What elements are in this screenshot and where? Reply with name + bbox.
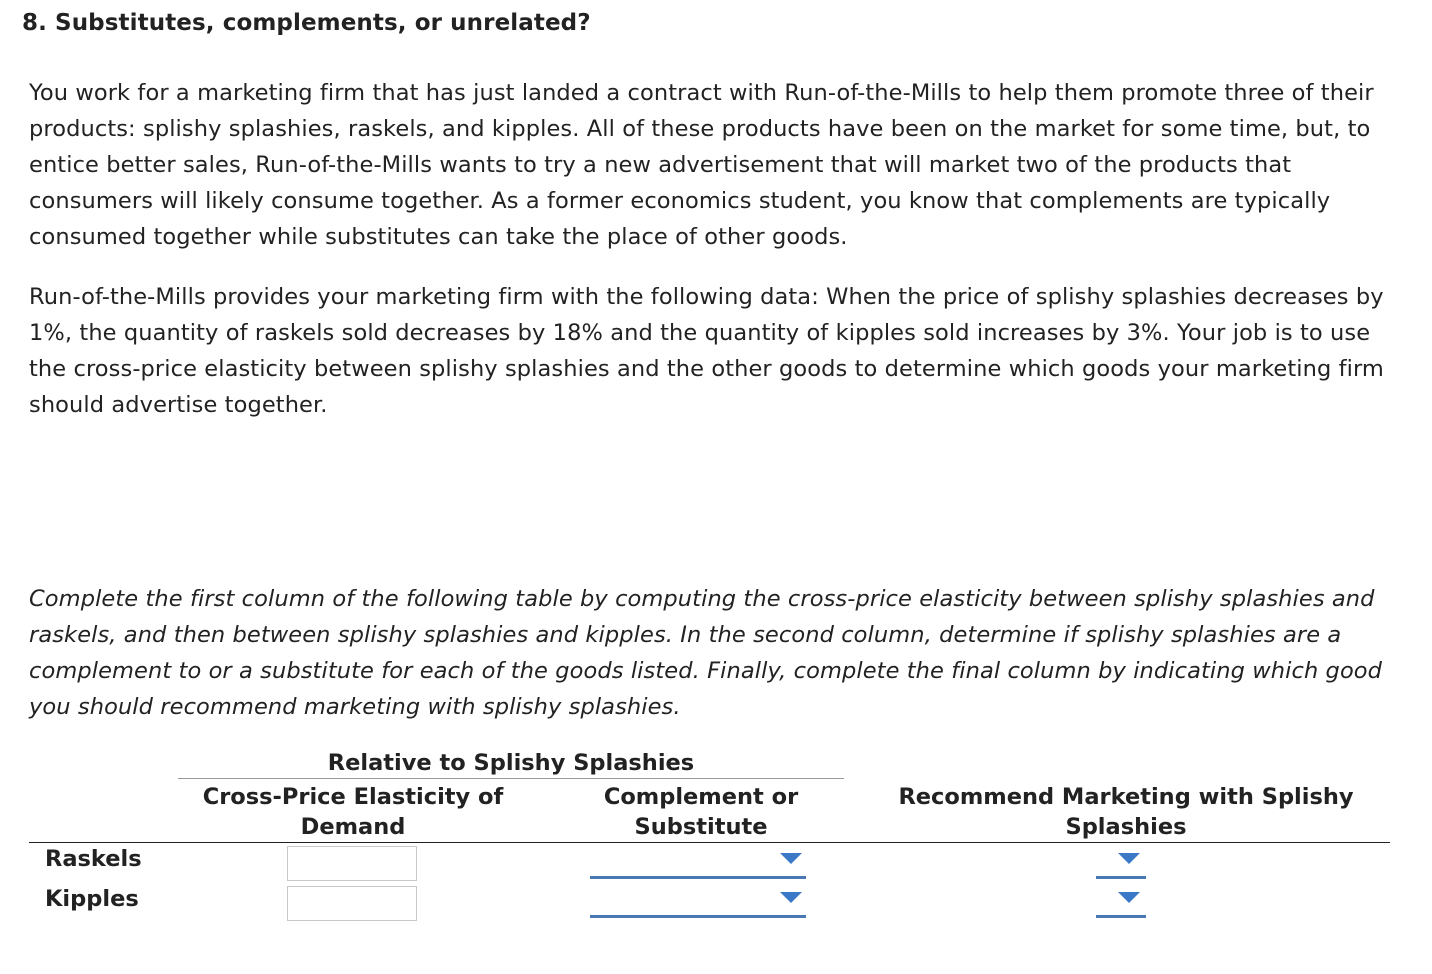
data-paragraph: Run-of-the-Mills provides your marketing firm with the following data: When the price of splishy splashies decreases by 1%, the quantity of raskels sold decreases by 18% and the quantity of kipples sold increases by 3%. Your job is to use the cross-price elasticity between splishy splashies and the other goods to determine which goods your marketing firm should advertise together. xyxy=(29,284,1384,418)
caret-down-icon xyxy=(1118,892,1140,903)
column-header-elasticity: Cross-Price Elasticity of Demand xyxy=(202,784,504,840)
table-header-divider xyxy=(29,842,1390,843)
instructions-paragraph: Complete the first column of the following table by computing the cross-price elasticity between splishy splashies and raskels, and then between splishy splashies and kipples. In the second column, determine if splishy splashies are a complement to or a substitute for each of the goods listed. Finally, complete the final column by indicating which good you should recommend marketing with splishy splashies. xyxy=(29,586,1383,720)
elasticity-input-kipples[interactable] xyxy=(287,886,417,921)
caret-down-icon xyxy=(780,853,802,864)
relation-dropdown-kipples[interactable] xyxy=(590,885,806,918)
elasticity-input-raskels[interactable] xyxy=(287,846,417,881)
caret-down-icon xyxy=(1118,853,1140,864)
row-label-kipples: Kipples xyxy=(45,886,139,912)
table-group-header: Relative to Splishy Splashies xyxy=(178,750,844,779)
recommend-dropdown-raskels[interactable] xyxy=(1096,846,1146,879)
column-header-complement-substitute: Complement or Substitute xyxy=(603,784,799,840)
row-label-raskels: Raskels xyxy=(45,846,142,872)
relation-dropdown-raskels[interactable] xyxy=(590,846,806,879)
caret-down-icon xyxy=(780,892,802,903)
question-title: 8. Substitutes, complements, or unrelated? xyxy=(22,10,591,36)
recommend-dropdown-kipples[interactable] xyxy=(1096,885,1146,918)
intro-paragraph: You work for a marketing firm that has just landed a contract with Run-of-the-Mills to help them promote three of their products: splishy splashies, raskels, and kipples. All of these products have been on the market for some time, but, to entice better sales, Run-of-the-Mills wants to try a new advertisement that will market two of the products that consumers will likely consume together. As a former economics student, you know that complements are typically consumed together while substitutes can take the place of other goods. xyxy=(29,80,1374,250)
column-header-recommend: Recommend Marketing with Splishy Splashies xyxy=(898,784,1354,840)
